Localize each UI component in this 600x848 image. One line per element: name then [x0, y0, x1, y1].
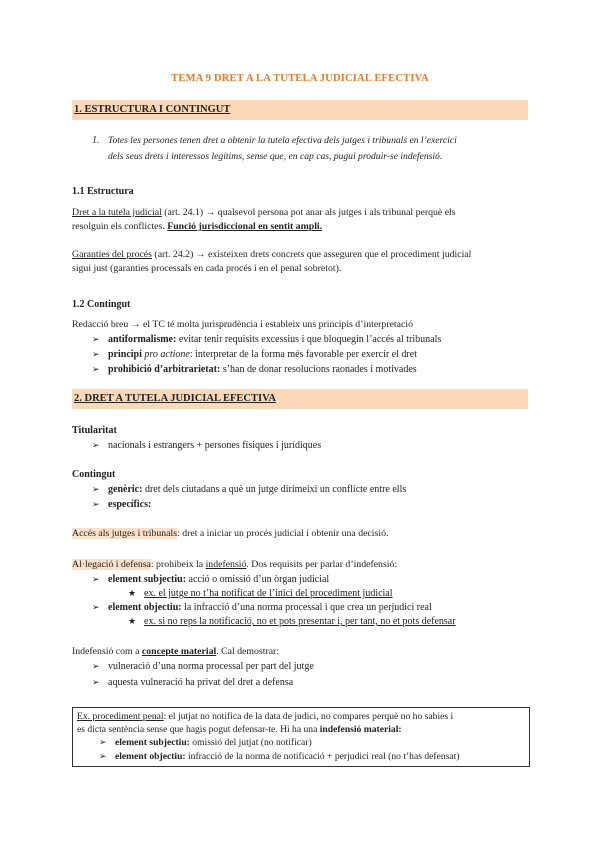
example-box-line2	[77, 723, 402, 737]
example-box-text: : el jutjat no notifica de la data de judici, no compares perquè no ho sabies i	[163, 711, 454, 722]
estructura-p1-text: (art. 24.1) → qualsevol persona pot anar als jutges i als tribunal perquè els	[161, 207, 456, 218]
section2-heading: 2. DRET A TUTELA JUDICIAL EFECTIVA	[74, 393, 276, 404]
arrow-bullet-icon: ➢	[92, 575, 100, 585]
item-text: dret dels ciutadans a què un jutge dirimeixi un conflicte entre ells	[142, 484, 407, 495]
item-text: aquesta vulneració ha privat del dret a defensa	[108, 677, 294, 688]
concepte-material-term: concepte material	[141, 646, 217, 657]
arrow-bullet-icon: ➢	[92, 603, 100, 613]
star-bullet-icon: ★	[128, 617, 137, 627]
arrow-bullet-icon: ➢	[92, 662, 100, 672]
example-text: ex. el jutge no t’ha notificat de l’inici del procediment judicial	[144, 588, 393, 599]
item-text: la infracció d’una norma processal i que crea un perjudici real	[181, 602, 432, 613]
dret-tutela-term: Dret a la tutela judicial	[72, 207, 162, 218]
item-text: s’han de donar resolucions raonades i motivades	[220, 364, 417, 375]
item-label: element objectiu:	[108, 602, 182, 613]
contingut-heading: Contingut	[72, 469, 116, 480]
arrow-bullet-icon: ➢	[99, 738, 107, 748]
example-item	[128, 587, 528, 601]
indefensio-pre: Indefensió com a	[72, 646, 142, 657]
intro-number: 1.	[92, 135, 100, 146]
allegacio-paragraph	[72, 558, 397, 572]
titularitat-heading: Titularitat	[72, 425, 117, 436]
arrow-bullet-icon: ➢	[92, 441, 100, 451]
example-box-text-2: es dicta sentència sense que hagis pogut defensar-te. Hi ha una	[77, 724, 320, 735]
item-label: element objectiu:	[115, 751, 186, 762]
list-item	[92, 439, 532, 453]
subsection-1-2-heading: 1.2 Contingut	[72, 299, 131, 310]
item-label: genèric:	[108, 484, 143, 495]
item-text: infracció de la norma de notificació + perjudici real (no t’has defensat)	[185, 751, 460, 762]
arrow-bullet-icon: ➢	[92, 485, 100, 495]
example-box-term: Ex. procediment penal	[77, 711, 164, 722]
indefensio-term: indefensió	[205, 559, 247, 570]
contingut-intro: Redacció breu → el TC té molta jurisprudència i estableix uns principis d’interpretació	[72, 319, 413, 330]
allegacio-post: . Dos requisits per parlar d’indefensió:	[246, 559, 398, 570]
intro-line-1: Totes les persones tenen dret a obtenir la tutela efectiva dels jutges i tribunals en l’exercici	[108, 135, 457, 146]
funcio-jurisdiccional: Funció jurisdiccional en sentit ampli.	[167, 221, 323, 232]
allegacio-pre: : prohibeix la	[150, 559, 206, 570]
example-text: ex. si no reps la notificació, no et pots presentar i, per tant, no et pots defensar	[144, 616, 456, 627]
list-item	[92, 333, 532, 347]
example-box-line1	[77, 710, 453, 724]
arrow-bullet-icon: ➢	[92, 678, 100, 688]
allegacio-term: Al·legació i defensa	[72, 559, 151, 570]
item-text: acció o omissió d’un òrgan judicial	[186, 574, 330, 585]
garanties-term: Garanties del procés	[72, 249, 152, 260]
indefensio-post: . Cal demostrar:	[216, 646, 280, 657]
item-label: prohibició d’arbitrarietat:	[108, 364, 221, 375]
arrow-bullet-icon: ➢	[92, 500, 100, 510]
item-text: : interpretar de la forma més favorable per exercir el dret	[189, 349, 417, 360]
arrow-bullet-icon: ➢	[92, 365, 100, 375]
item-text: nacionals i estrangers + persones físiques i jurídiques	[108, 440, 322, 451]
estructura-p2-text: (art. 24.2) → existeixen drets concrets que asseguren que el procediment judicial	[151, 249, 472, 260]
document-title: TEMA 9 DRET A LA TUTELA JUDICIAL EFECTIVA	[171, 73, 429, 84]
list-item	[92, 573, 532, 587]
estructura-paragraph-2-line2: sigui just (garanties processals en cada procés i en el penal sobretot).	[72, 263, 342, 274]
arrow-bullet-icon: ➢	[92, 350, 100, 360]
estructura-paragraph-1	[72, 206, 456, 220]
item-text: evitar tenir requisits excessius i que bloquegin l’accés al tribunals	[176, 334, 442, 345]
list-item	[99, 736, 527, 750]
list-item	[92, 660, 532, 674]
estructura-p1-line2: resolguin els conflictes.	[72, 221, 168, 232]
acces-paragraph	[72, 527, 388, 541]
arrow-bullet-icon: ➢	[99, 752, 107, 762]
list-item	[92, 363, 532, 377]
estructura-paragraph-2	[72, 248, 471, 262]
item-text: vulneració d’una norma processal per part del jutge	[108, 661, 314, 672]
subsection-1-1-heading: 1.1 Estructura	[72, 186, 134, 197]
acces-text: : dret a iniciar un procés judicial i obtenir una decisió.	[177, 528, 389, 539]
star-bullet-icon: ★	[128, 589, 137, 599]
indefensio-material-label: indefensió material:	[319, 724, 402, 735]
item-label: específics:	[108, 499, 152, 510]
item-label: principi	[108, 349, 145, 360]
item-label: antiformalisme:	[108, 334, 177, 345]
list-item	[92, 348, 532, 362]
arrow-bullet-icon: ➢	[92, 335, 100, 345]
intro-line-2: dels seus drets i interessos legítims, sense que, en cap cas, pugui produir-se indefensió.	[108, 151, 443, 162]
list-item	[92, 601, 532, 615]
example-item	[128, 615, 528, 629]
list-item	[92, 483, 532, 497]
item-label-italic: pro actione	[144, 349, 190, 360]
item-label: element subjectiu:	[108, 574, 187, 585]
list-item	[99, 750, 527, 764]
item-label: element subjectiu:	[115, 737, 190, 748]
example-box	[72, 707, 530, 767]
estructura-paragraph-1-line2	[72, 220, 322, 234]
list-item	[92, 676, 532, 690]
list-item	[92, 498, 532, 512]
indefensio-paragraph	[72, 645, 279, 659]
item-text: omissió del jutjat (no notificar)	[189, 737, 312, 748]
acces-term: Accés als jutges i tribunals	[72, 528, 178, 539]
section1-heading: 1. ESTRUCTURA I CONTINGUT	[74, 104, 231, 115]
